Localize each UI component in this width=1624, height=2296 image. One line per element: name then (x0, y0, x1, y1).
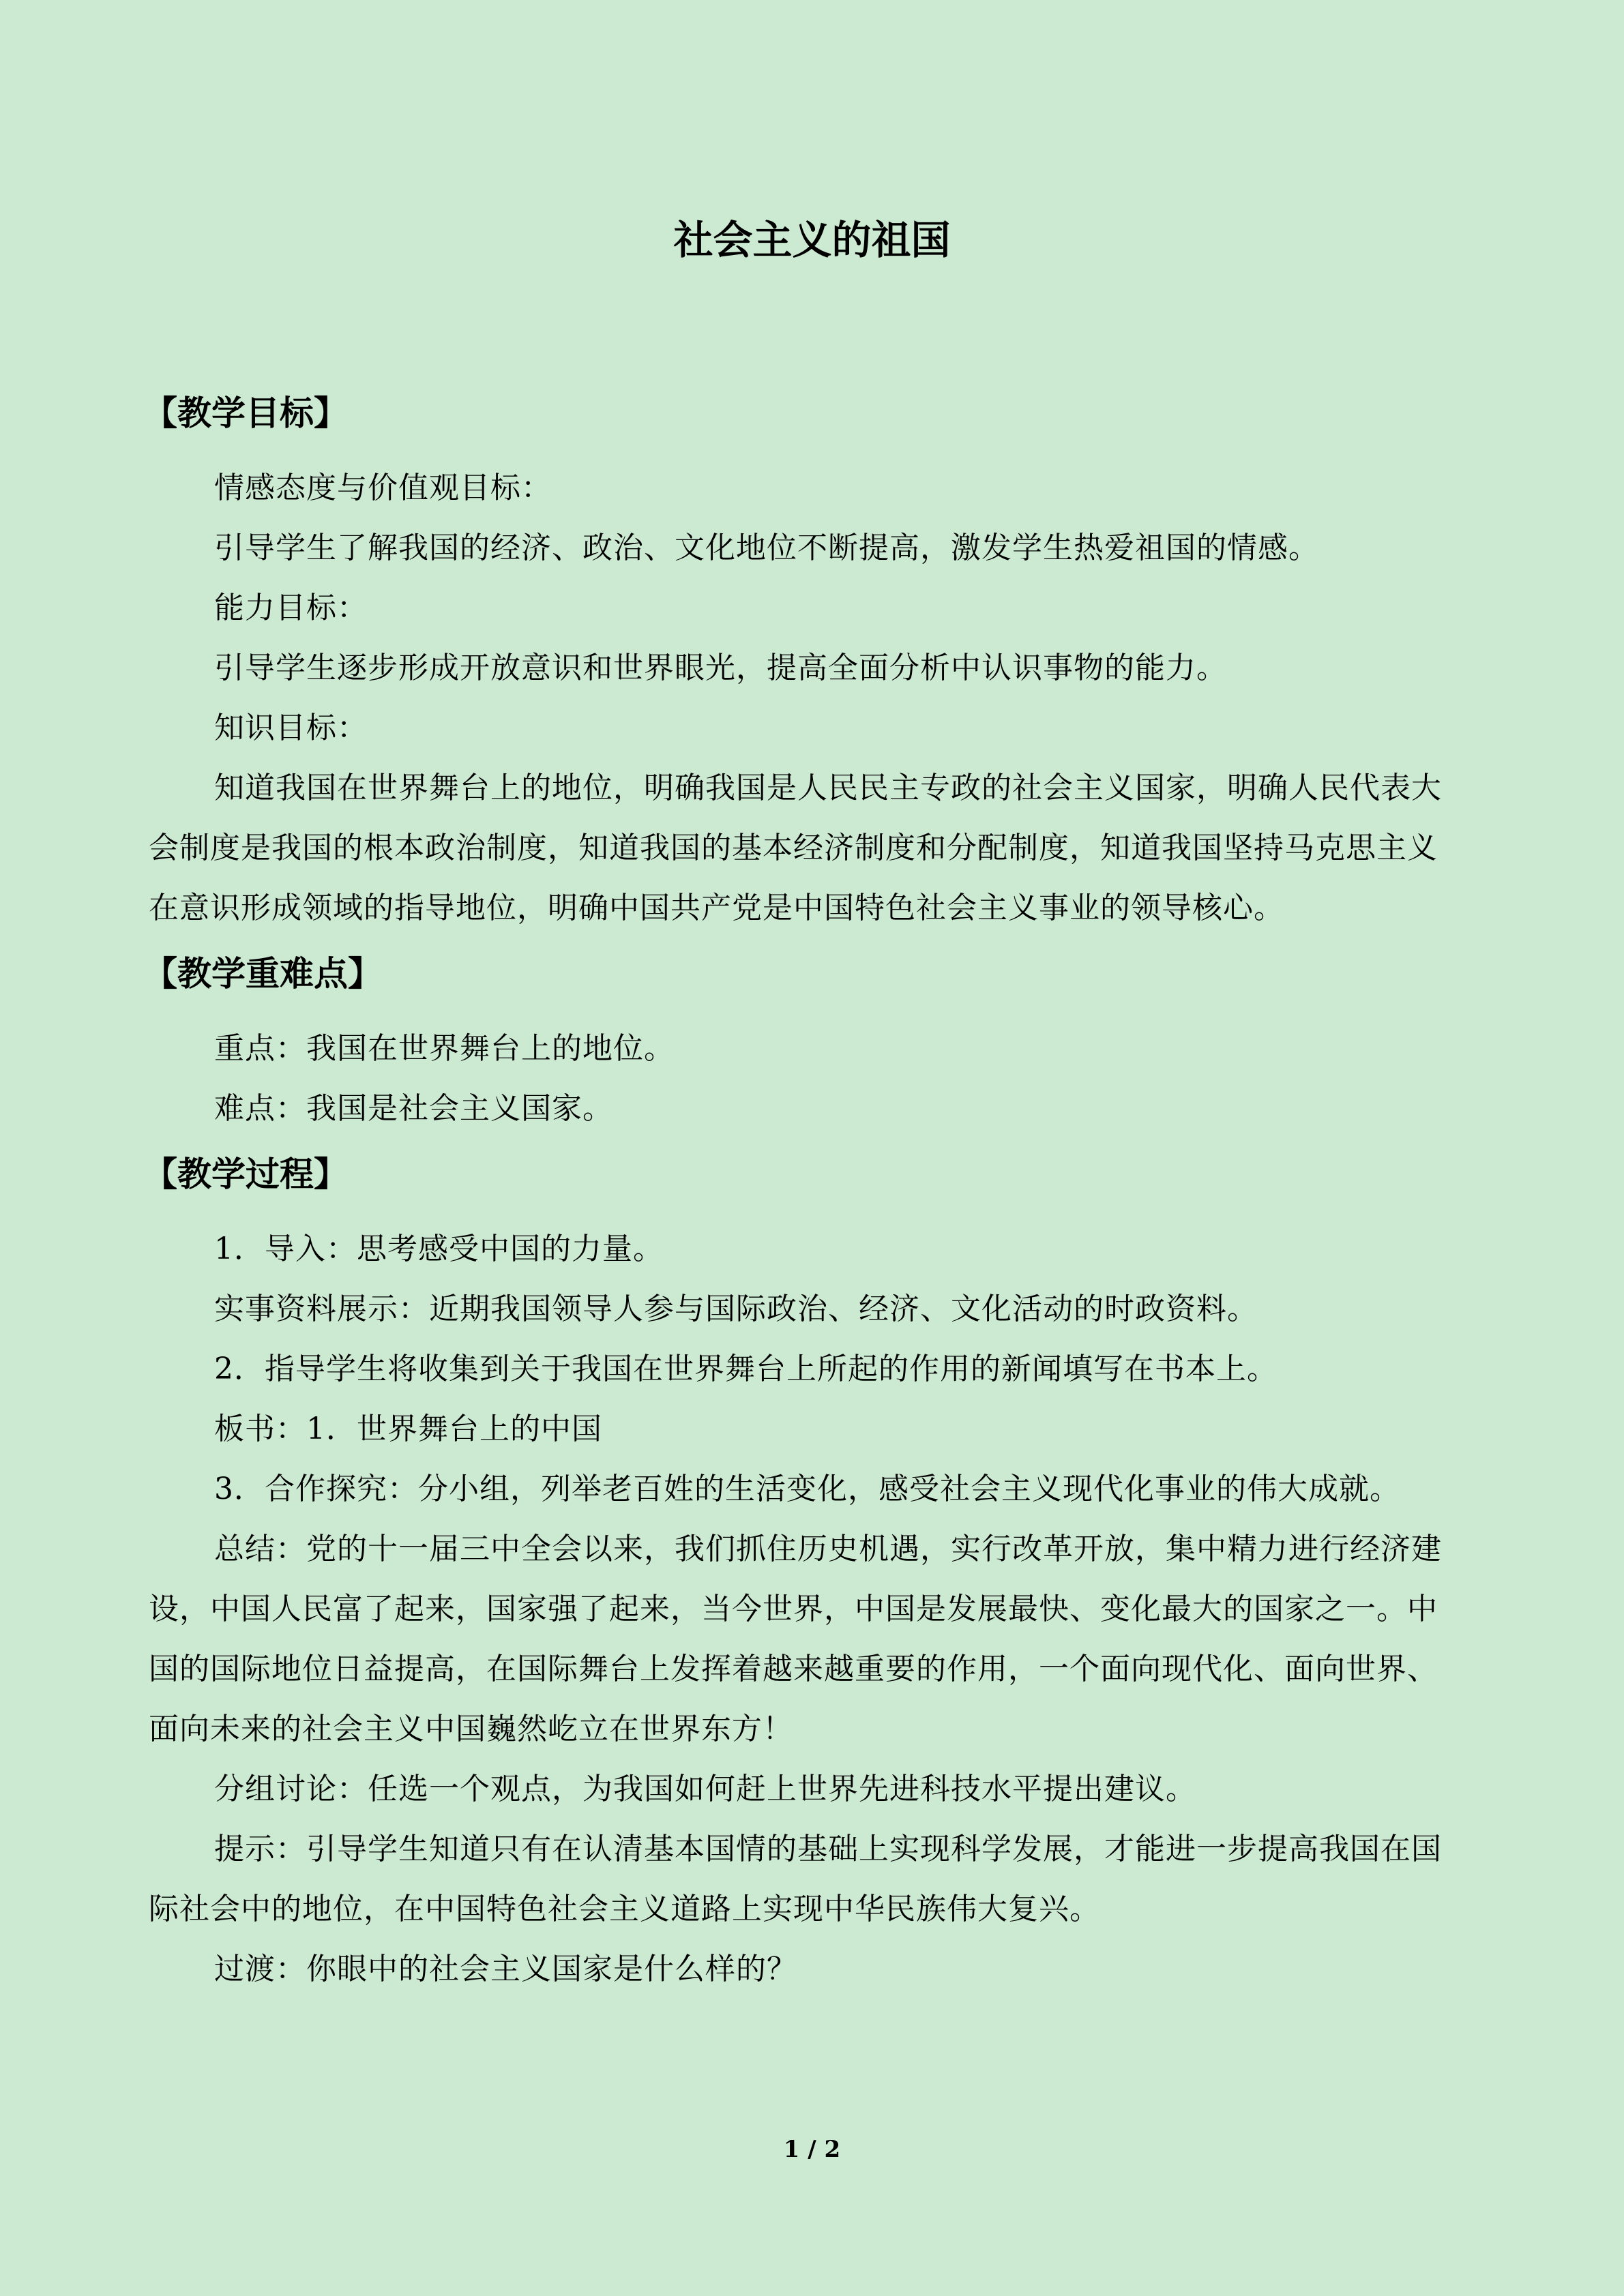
page-number: 1 / 2 (783, 2136, 841, 2163)
process-summary: 总结：党的十一届三中全会以来，我们抓住历史机遇，实行改革开放，集中精力进行经济建设，中国人民富了起来，国家强了起来，当今世界，中国是发展最快、变化最大的国家之一。中国的国际地位日益提高，在国际舞台上发挥着越来越重要的作用，一个面向现代化、面向世界、面向未来的社会主义中国巍然屹立在世界东方！ (149, 1532, 1442, 1746)
goal-label-knowledge: 知识目标： (214, 711, 368, 745)
goal-label-ability: 能力目标： (214, 591, 368, 625)
process-step-explore: 3．合作探究：分小组，列举老百姓的生活变化，感受社会主义现代化事业的伟大成就。 (214, 1472, 1400, 1506)
document-body (143, 383, 1458, 1999)
process-step-news: 2．指导学生将收集到关于我国在世界舞台上所起的作用的新闻填写在书本上。 (214, 1352, 1278, 1386)
process-discussion: 分组讨论：任选一个观点，为我国如何赶上世界先进科技水平提出建议。 (214, 1772, 1196, 1806)
goal-label-emotion: 情感态度与价值观目标： (214, 471, 552, 505)
key-point-difficulty: 难点：我国是社会主义国家。 (214, 1091, 613, 1126)
section-heading-goals: 【教学目标】 (143, 393, 348, 433)
goal-text-knowledge: 知道我国在世界舞台上的地位，明确我国是人民民主专政的社会主义国家，明确人民代表大会制度是我国的根本政治制度，知道我国的基本经济制度和分配制度，知道我国坚持马克思主义在意识形成领域的指导地位，明确中国共产党是中国特色社会主义事业的领导核心。 (149, 771, 1442, 925)
section-heading-process: 【教学过程】 (143, 1154, 348, 1194)
process-materials: 实事资料展示：近期我国领导人参与国际政治、经济、文化活动的时政资料。 (214, 1292, 1258, 1326)
process-board-note: 板书：1．世界舞台上的中国 (214, 1412, 602, 1446)
goal-text-ability: 引导学生逐步形成开放意识和世界眼光，提高全面分析中认识事物的能力。 (214, 651, 1227, 685)
process-step-intro: 1．导入：思考感受中国的力量。 (214, 1232, 664, 1266)
process-hint: 提示：引导学生知道只有在认清基本国情的基础上实现科学发展，才能进一步提高我国在国际社会中的地位，在中国特色社会主义道路上实现中华民族伟大复兴。 (149, 1832, 1442, 1926)
page-title: 社会主义的祖国 (673, 217, 951, 263)
key-point-focus: 重点：我国在世界舞台上的地位。 (214, 1031, 675, 1066)
goal-text-emotion: 引导学生了解我国的经济、政治、文化地位不断提高，激发学生热爱祖国的情感。 (214, 531, 1319, 565)
section-heading-key-points: 【教学重难点】 (143, 953, 382, 994)
process-transition: 过渡：你眼中的社会主义国家是什么样的？ (214, 1952, 797, 1986)
